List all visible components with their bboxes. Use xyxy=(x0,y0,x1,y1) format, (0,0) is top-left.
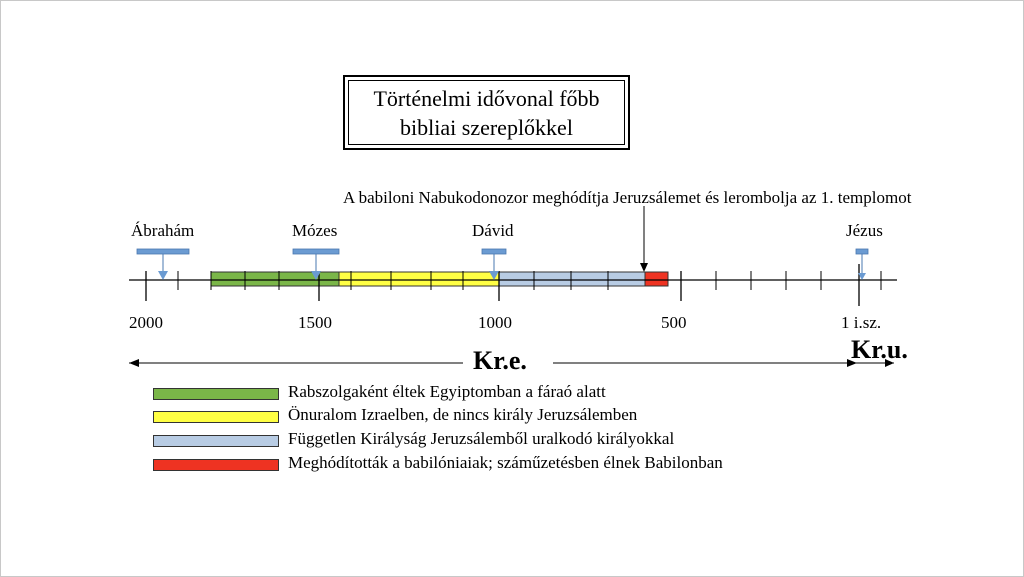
legend-label-kingdom: Független Királyság Jeruzsálemből uralkodó királyokkal xyxy=(288,429,675,448)
person-label-david: Dávid xyxy=(472,221,514,240)
person-marker-jesus xyxy=(856,249,868,280)
period-bar-egypt xyxy=(211,272,339,286)
tick-label-1-ce: 1 i.sz. xyxy=(841,313,882,332)
period-bar-judges xyxy=(339,272,499,286)
tick-label-1500: 1500 xyxy=(298,313,332,332)
event-arrow xyxy=(640,206,648,272)
legend-item-kingdom xyxy=(153,429,675,449)
legend-item-judges xyxy=(153,405,638,425)
tick-label-2000: 2000 xyxy=(129,313,163,332)
timeline-graphic xyxy=(1,1,1023,576)
person-marker-abraham xyxy=(137,249,189,280)
legend-label-judges: Önuralom Izraelben, de nincs király Jeruzsálemben xyxy=(288,405,638,424)
legend-label-egypt: Rabszolgaként éltek Egyiptomban a fáraó alatt xyxy=(288,382,606,401)
legend-swatch-red xyxy=(153,459,279,471)
legend-swatch-green xyxy=(153,388,279,400)
person-label-moses: Mózes xyxy=(292,221,338,240)
era-label-ce: Kr.u. xyxy=(851,335,908,364)
legend-swatch-blue xyxy=(153,435,279,447)
legend-label-exile: Meghódították a babilóniaiak; száműzetésben élnek Babilonban xyxy=(288,453,723,472)
legend-item-egypt xyxy=(153,382,606,402)
period-bar-kingdom xyxy=(499,272,645,286)
legend-swatch-yellow xyxy=(153,411,279,423)
person-label-jesus: Jézus xyxy=(846,221,883,240)
title-line-2: bibliai szereplőkkel xyxy=(400,114,573,140)
tick-label-500: 500 xyxy=(661,313,687,332)
tick-label-1000: 1000 xyxy=(478,313,512,332)
person-label-abraham: Ábrahám xyxy=(131,221,195,240)
title-line-1: Történelmi idővonal főbb xyxy=(373,85,600,111)
event-babylon-conquest: A babiloni Nabukodonozor meghódítja Jeruzsálemet és lerombolja az 1. templomot xyxy=(343,188,912,207)
period-bar-exile xyxy=(645,272,668,286)
legend-item-exile xyxy=(153,453,723,473)
era-label-bce: Kr.e. xyxy=(473,346,527,375)
